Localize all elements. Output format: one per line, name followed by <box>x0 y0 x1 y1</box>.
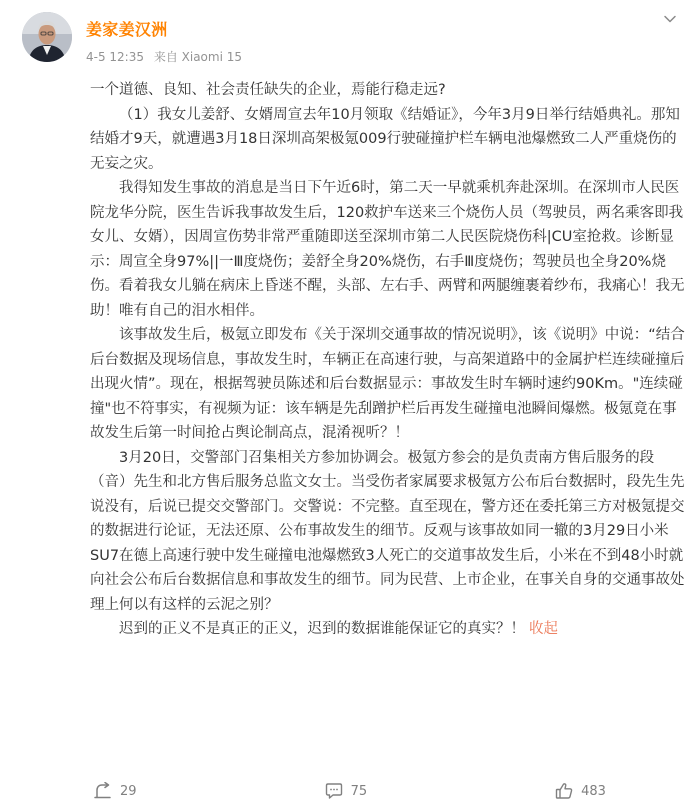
post-paragraph: 该事故发生后，极氪立即发布《关于深圳交通事故的情况说明》，该《说明》中说：“结合后台数据及现场信息，事故发生时，车辆正在高速行驶，与高架道路中的金属护栏连续碰撞后出现火情”。现在，根据驾驶员陈述和后台数据显示：事故发生时车辆时速约90Km。"连续碰撞"也不符事实，有视频为证：该车辆是先刮蹭护栏后再发生碰撞电池瞬间爆燃。极氪竟在事故发生后第一时间抢占舆论制高点，混淆视听？！ <box>90 327 685 441</box>
collapse-link[interactable]: 收起 <box>529 621 558 637</box>
post-time[interactable]: 4-5 12:35 <box>86 50 144 64</box>
post-paragraph: 我得知发生事故的消息是当日下午近6时，第二天一早就乘机奔赴深圳。在深圳市人民医院龙华分院，医生告诉我事故发生后，120救护车送来三个烧伤人员（驾驶员，两名乘客即我女儿、女婿），因周宣伤势非常严重随即送至深圳市第二人民医院烧伤科|CU室抢救。诊断显示：周宣全身97%||一Ⅲ度烧伤；姜舒全身20%烧伤，右手Ⅲ度烧伤；驾驶员也全身20%烧伤。看着我女儿躺在病床上昏迷不醒，头部、左右手、两臂和两腿缠裹着纱布，我痛心！我无助！唯有自己的泪水相伴。 <box>90 180 685 319</box>
like-button[interactable] <box>555 782 606 800</box>
post-source: 来自 Xiaomi 15 <box>153 50 243 64</box>
chevron-down-icon <box>663 12 677 26</box>
post-meta <box>86 48 248 65</box>
user-name[interactable]: 姜家姜汉洲 <box>86 20 168 39</box>
post-content <box>90 78 688 642</box>
comment-count: 75 <box>350 783 368 799</box>
comment-button[interactable] <box>325 782 368 800</box>
post-paragraph: 3月20日，交警部门召集相关方参加协调会。极氪方参会的是负责南方售后服务的段（音）先生和北方售后服务总监文女士。当受伤者家属要求极氪方公布后台数据时，段先生先说没有，后说已提交交警部门。交警说：不完整。直至现在，警方还在委托第三方对极氪提交的数据进行论证，无法还原、公布事故发生的细节。反观与该事故如同一辙的3月29日小米SU7在德上高速行驶中发生碰撞电池爆燃致3人死亡的交道事故发生后，小米在不到48小时就向社会公布后台数据信息和事故发生的细节。同为民营、上市企业，在事关自身的交通事故处理上何以有这样的云泥之别？ <box>90 449 685 613</box>
post-paragraph: 迟到的正义不是真正的正义，迟到的数据谁能保证它的真实？！ <box>119 621 525 637</box>
repost-button[interactable] <box>94 782 137 800</box>
repost-count: 29 <box>120 783 137 799</box>
post-footer <box>0 773 700 809</box>
more-button[interactable] <box>660 12 680 32</box>
like-count: 483 <box>581 783 606 799</box>
post-paragraph: 一个道德、良知、社会责任缺失的企业，焉能行稳走远? <box>90 82 446 98</box>
post-last-paragraph <box>90 617 688 642</box>
avatar[interactable] <box>22 12 72 62</box>
thumbs-up-icon <box>555 782 573 800</box>
repost-icon <box>94 782 112 800</box>
post-paragraph: （1）我女儿姜舒、女婿周宣去年10月领取《结婚证》，今年3月9日举行结婚典礼。那知结婚才9天，就遭遇3月18日深圳高架极氪009行驶碰撞护栏车辆电池爆燃致二人严重烧伤的无妄之灾。 <box>90 106 680 172</box>
comment-icon <box>325 782 343 800</box>
